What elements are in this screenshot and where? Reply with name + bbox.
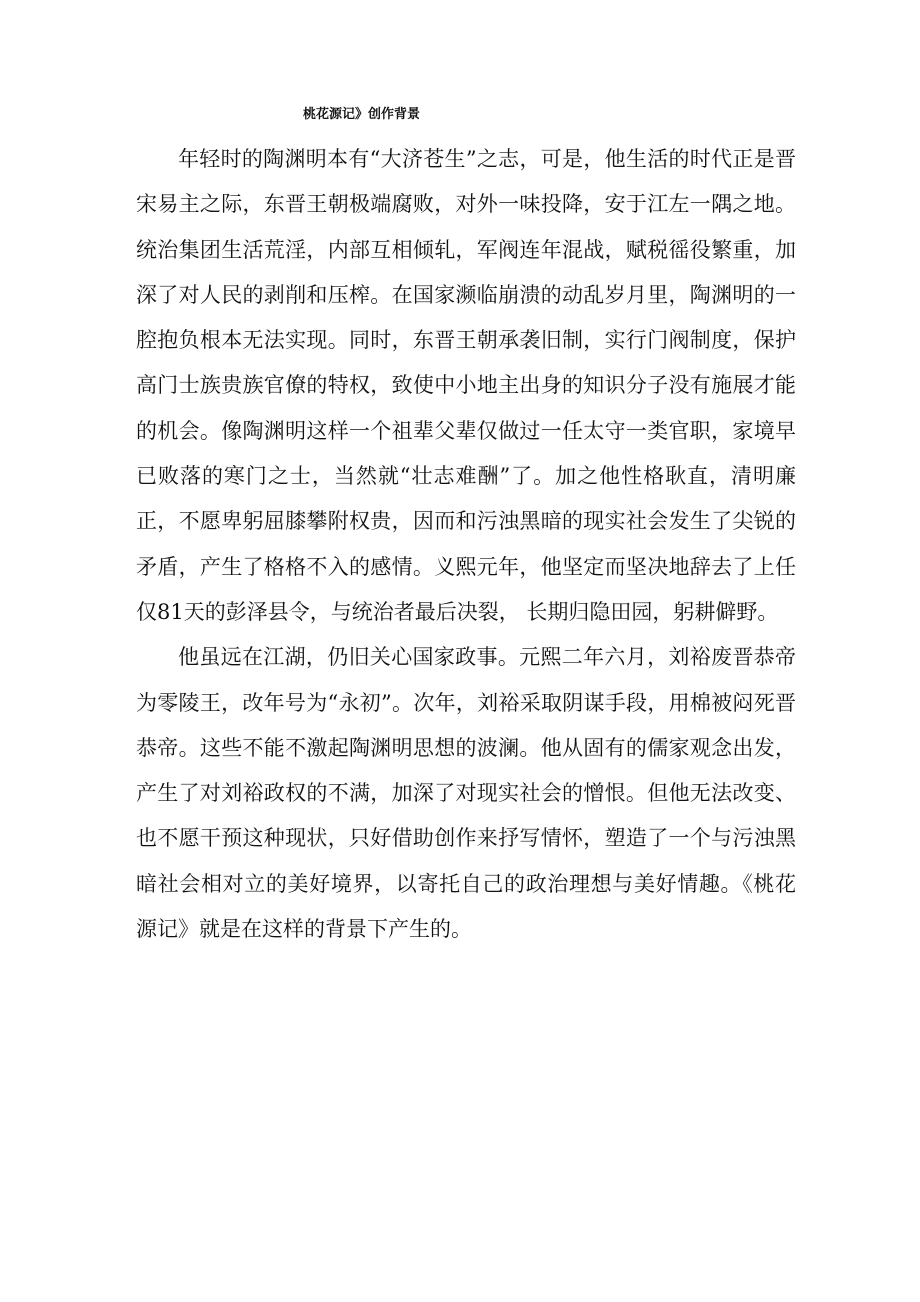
paragraph-2: 他虽远在江湖，仍旧关心国家政事。元熙二年六月，刘裕废晋恭帝为零陵王，改年号为“永初”。次年，刘裕采取阴谋手段，用棉被闷死晋恭帝。这些不能不激起陶渊明思想的波澜。他从固有的儒家观念出发，产生了对刘裕政权的不满，加深了对现实社会的憎恨。但他无法改变、也不愿干预这种现状，只好借助创作来抒写情怀，塑造了一个与污浊黑暗社会相对立的美好境界，以寄托自己的政治理想与美好情趣。《桃花源记》就是在这样的背景下产生的。 [136, 645, 796, 942]
document-body [136, 137, 796, 952]
document-title: 桃花源记》创作背景 [303, 107, 421, 122]
paragraph-1: 年轻时的陶渊明本有“大济苍生”之志，可是，他生活的时代正是晋宋易主之际，东晋王朝极端腐败，对外一味投降，安于江左一隅之地。统治集团生活荒淫，内部互相倾轧，军阀连年混战，赋税徭役繁重，加深了对人民的剥削和压榨。在国家濒临崩溃的动乱岁月里，陶渊明的一腔抱负根本无法实现。同时，东晋王朝承袭旧制，实行门阀制度，保护高门士族贵族官僚的特权，致使中小地主出身的知识分子没有施展才能的机会。像陶渊明这样一个祖辈父辈仅做过一任太守一类官职，家境早已败落的寒门之士，当然就“壮志难酬”了。加之他性格耿直，清明廉正，不愿卑躬屈膝攀附权贵，因而和污浊黑暗的现实社会发生了尖锐的矛盾，产生了格格不入的感情。义熙元年，他坚定而坚决地辞去了上任仅81天的彭泽县令，与统治者最后决裂， 长期归隐田园，躬耕僻野。 [136, 147, 796, 624]
